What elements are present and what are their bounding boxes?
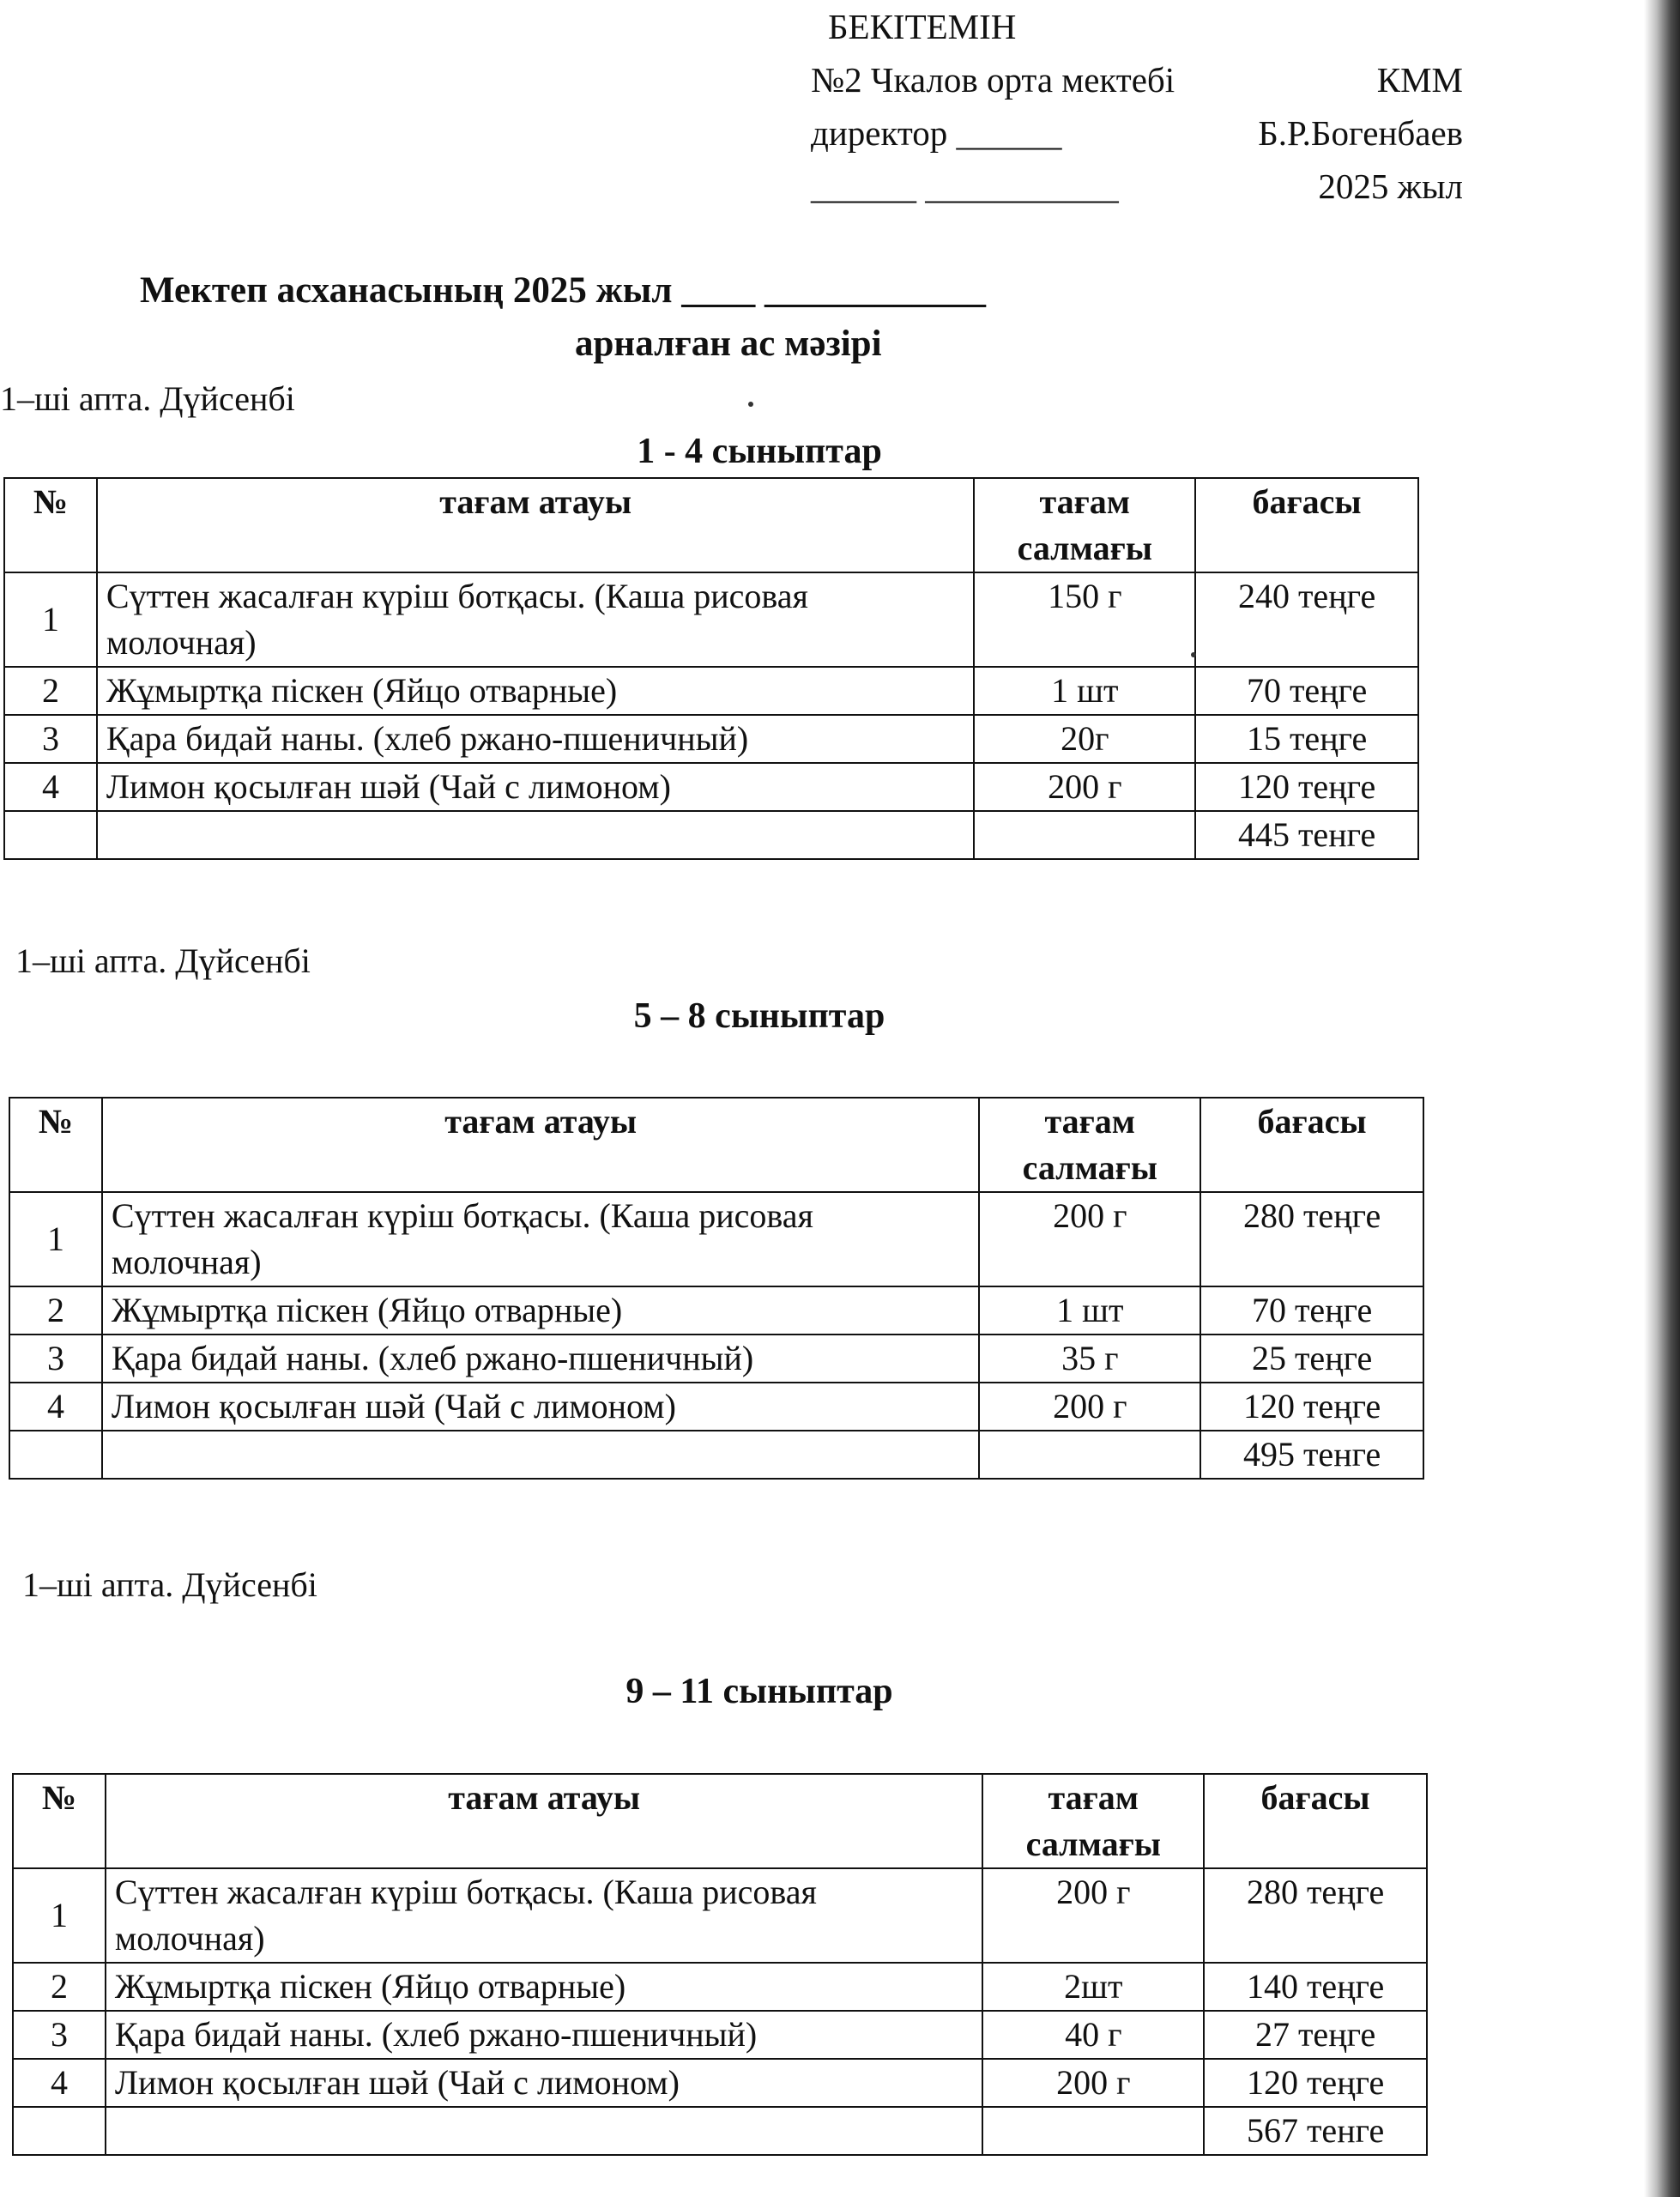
row-weight: 200 г — [979, 1383, 1200, 1431]
header-num: № — [4, 478, 97, 572]
row-name: Лимон қосылған шәй (Чай с лимоном) — [102, 1383, 979, 1431]
classes-heading-2: 5 – 8 сыныптар — [633, 996, 885, 1036]
row-name: Жұмыртқа піскен (Яйцо отварные) — [102, 1286, 979, 1335]
row-name: Сүттен жасалған күріш ботқасы. (Каша рисовая молочная) — [102, 1192, 979, 1286]
row-weight: 1 шт — [974, 667, 1195, 715]
header-price: бағасы — [1200, 1098, 1423, 1192]
table-row — [4, 572, 1418, 667]
table-row — [4, 763, 1418, 811]
title-line-2: арналған ас мәзірі — [575, 324, 882, 364]
approval-director-name: Б.Р.Богенбаев — [1258, 113, 1463, 153]
table-row — [13, 1868, 1427, 1963]
total-empty-weight — [982, 2107, 1204, 2155]
row-name: Лимон қосылған шәй (Чай с лимоном) — [97, 763, 974, 811]
header-price: бағасы — [1195, 478, 1418, 572]
approval-date-year: 2025 жыл — [1318, 166, 1463, 206]
approval-org-type: КММ — [1376, 60, 1463, 100]
table-header-row — [9, 1098, 1423, 1192]
row-price: 140 теңге — [1204, 1963, 1427, 2011]
row-num: 1 — [4, 572, 97, 667]
row-num: 1 — [9, 1192, 102, 1286]
row-price: 25 теңге — [1200, 1335, 1423, 1383]
total-empty-name — [97, 811, 974, 859]
row-name: Лимон қосылған шәй (Чай с лимоном) — [106, 2059, 982, 2107]
approval-org-name: №2 Чкалов орта мектебі — [811, 60, 1175, 100]
classes-heading-1: 1 - 4 сыныптар — [637, 432, 882, 471]
row-name: Жұмыртқа піскен (Яйцо отварные) — [97, 667, 974, 715]
row-num: 4 — [13, 2059, 106, 2107]
row-num: 4 — [9, 1383, 102, 1431]
row-num: 3 — [9, 1335, 102, 1383]
header-num: № — [9, 1098, 102, 1192]
row-price: 70 теңге — [1200, 1286, 1423, 1335]
total-row — [13, 2107, 1427, 2155]
row-price: 70 теңге — [1195, 667, 1418, 715]
total-row — [4, 811, 1418, 859]
row-name: Қара бидай наны. (хлеб ржано-пшеничный) — [102, 1335, 979, 1383]
menu-table-2 — [9, 1097, 1424, 1480]
row-price: 120 теңге — [1204, 2059, 1427, 2107]
total-price: 445 тенге — [1195, 811, 1418, 859]
row-weight: 150 г — [974, 572, 1195, 667]
total-empty-num — [4, 811, 97, 859]
row-weight: 200 г — [974, 763, 1195, 811]
classes-heading-3: 9 – 11 сыныптар — [625, 1672, 893, 1711]
title-line-1: Мектеп асханасының 2025 жыл ____ ____________ — [140, 270, 986, 311]
header-name: тағам атауы — [97, 478, 974, 572]
row-price: 120 теңге — [1200, 1383, 1423, 1431]
approval-director-label: директор ______ — [811, 113, 1062, 153]
row-weight: 200 г — [979, 1192, 1200, 1286]
row-num: 4 — [4, 763, 97, 811]
scan-speck — [748, 402, 753, 407]
row-num: 1 — [13, 1868, 106, 1963]
row-weight: 200 г — [982, 2059, 1204, 2107]
row-price: 280 теңге — [1204, 1868, 1427, 1963]
total-empty-weight — [974, 811, 1195, 859]
approval-heading: БЕКІТЕМІН — [828, 7, 1017, 46]
week-label-3: 1–ші апта. Дүйсенбі — [22, 1565, 317, 1604]
header-name: тағам атауы — [106, 1774, 982, 1868]
approval-block — [811, 0, 1463, 213]
table-row — [9, 1286, 1423, 1335]
table-row — [9, 1383, 1423, 1431]
scan-speck — [1191, 652, 1196, 657]
week-label-1: 1–ші апта. Дүйсенбі — [0, 379, 295, 418]
table-row — [13, 1963, 1427, 2011]
row-price: 280 теңге — [1200, 1192, 1423, 1286]
row-price: 15 теңге — [1195, 715, 1418, 763]
total-empty-num — [13, 2107, 106, 2155]
header-name: тағам атауы — [102, 1098, 979, 1192]
table-row — [9, 1192, 1423, 1286]
row-num: 2 — [9, 1286, 102, 1335]
menu-table-1 — [3, 477, 1419, 860]
approval-org — [811, 53, 1463, 106]
total-empty-name — [106, 2107, 982, 2155]
header-num: № — [13, 1774, 106, 1868]
total-empty-name — [102, 1431, 979, 1479]
header-price: бағасы — [1204, 1774, 1427, 1868]
menu-table-3 — [12, 1773, 1428, 2156]
table-header-row — [13, 1774, 1427, 1868]
row-num: 2 — [13, 1963, 106, 2011]
row-weight: 20г — [974, 715, 1195, 763]
row-name: Қара бидай наны. (хлеб ржано-пшеничный) — [97, 715, 974, 763]
row-name: Сүттен жасалған күріш ботқасы. (Каша рисовая молочная) — [106, 1868, 982, 1963]
row-name: Жұмыртқа піскен (Яйцо отварные) — [106, 1963, 982, 2011]
row-name: Қара бидай наны. (хлеб ржано-пшеничный) — [106, 2011, 982, 2059]
row-num: 3 — [13, 2011, 106, 2059]
header-weight: тағам салмағы — [974, 478, 1195, 572]
row-weight: 200 г — [982, 1868, 1204, 1963]
approval-director — [811, 106, 1463, 160]
row-weight: 35 г — [979, 1335, 1200, 1383]
table-row — [4, 667, 1418, 715]
table-row — [13, 2011, 1427, 2059]
total-price: 567 тенге — [1204, 2107, 1427, 2155]
total-row — [9, 1431, 1423, 1479]
page-title — [0, 264, 1680, 371]
total-empty-num — [9, 1431, 102, 1479]
row-num: 3 — [4, 715, 97, 763]
table-row — [13, 2059, 1427, 2107]
row-weight: 40 г — [982, 2011, 1204, 2059]
row-weight: 1 шт — [979, 1286, 1200, 1335]
row-price: 27 теңге — [1204, 2011, 1427, 2059]
header-weight: тағам салмағы — [982, 1774, 1204, 1868]
week-label-2: 1–ші апта. Дүйсенбі — [15, 941, 311, 980]
table-row — [4, 715, 1418, 763]
header-weight: тағам салмағы — [979, 1098, 1200, 1192]
table-header-row — [4, 478, 1418, 572]
row-name: Сүттен жасалған күріш ботқасы. (Каша рисовая молочная) — [97, 572, 974, 667]
row-num: 2 — [4, 667, 97, 715]
row-weight: 2шт — [982, 1963, 1204, 2011]
row-price: 240 теңге — [1195, 572, 1418, 667]
row-price: 120 теңге — [1195, 763, 1418, 811]
table-row — [9, 1335, 1423, 1383]
total-empty-weight — [979, 1431, 1200, 1479]
approval-date — [811, 160, 1463, 213]
total-price: 495 тенге — [1200, 1431, 1423, 1479]
approval-date-blanks: ______ ___________ — [811, 166, 1119, 206]
